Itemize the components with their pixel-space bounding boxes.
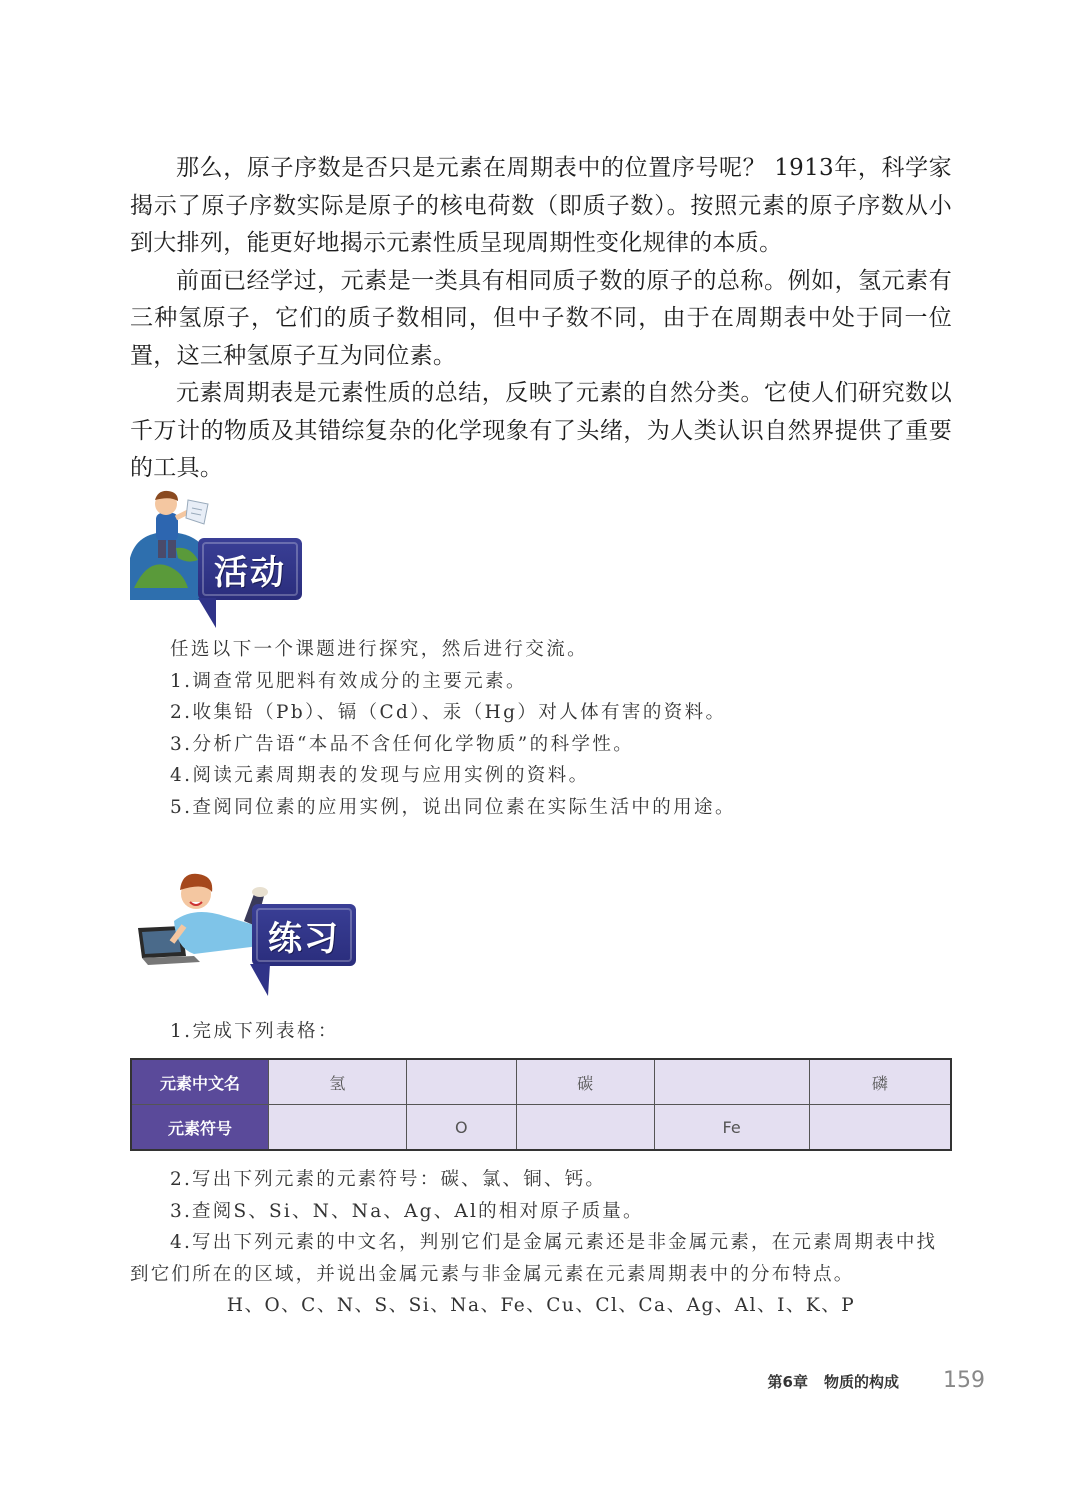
activity-content	[170, 634, 960, 823]
element-table	[130, 1058, 952, 1151]
paragraph: 元素周期表是元素性质的总结，反映了元素的自然分类。它使人们研究数以千万计的物质及其错综复杂的化学现象有了头绪，为人类认识自然界提供了重要的工具。	[130, 380, 952, 481]
table-header-cell: 元素符号	[131, 1105, 269, 1151]
body-text	[130, 150, 952, 488]
activity-title-text: 活动	[214, 552, 286, 593]
table-cell	[516, 1105, 654, 1151]
exercise-badge	[134, 866, 364, 1001]
paragraph: 那么，原子序数是否只是元素在周期表中的位置序号呢？ 1913年，科学家揭示了原子序数实际是原子的核电荷数（即质子数）。按照元素的原子序数从小到大排列，能更好地揭示元素性质呈现周期性变化规律的本质。	[130, 155, 952, 256]
chapter-label: 第6章	[767, 1373, 808, 1391]
element-list: H、O、C、N、S、Si、Na、Fe、Cu、Cl、Ca、Ag、Al、I、K、P	[226, 1295, 856, 1316]
exercise-title	[252, 904, 356, 966]
page-footer	[768, 1368, 985, 1393]
table-cell: 磷	[809, 1059, 951, 1105]
paragraph: 前面已经学过，元素是一类具有相同质子数的原子的总称。例如，氢元素有三种氢原子，它们的质子数相同，但中子数不同，由于在周期表中处于同一位置，这三种氢原子互为同位素。	[130, 267, 952, 369]
table-cell: 氢	[269, 1059, 407, 1105]
speech-tail-icon	[194, 598, 234, 632]
activity-item: 2.收集铅（Pb）、镉（Cd）、汞（Hg）对人体有害的资料。	[170, 702, 727, 723]
table-header-cell: 元素中文名	[131, 1059, 269, 1105]
exercise-q2: 2.写出下列元素的元素符号：碳、氯、铜、钙。	[170, 1169, 607, 1190]
exercise-q1-text: 1.完成下列表格：	[170, 1021, 339, 1042]
table-cell: 碳	[516, 1059, 654, 1105]
activity-item: 4.阅读元素周期表的发现与应用实例的资料。	[170, 765, 590, 786]
table-cell: Fe	[654, 1105, 809, 1151]
activity-intro: 任选以下一个课题进行探究，然后进行交流。	[170, 639, 589, 660]
table-cell	[406, 1059, 516, 1105]
activity-title	[198, 538, 302, 600]
activity-badge	[128, 488, 308, 633]
exercise-q3: 3.查阅S、Si、N、Na、Ag、Al的相对原子质量。	[170, 1200, 644, 1222]
page-number: 159	[943, 1368, 985, 1393]
table-cell	[654, 1059, 809, 1105]
activity-item: 3.分析广告语“本品不含任何化学物质”的科学性。	[170, 733, 635, 755]
table-cell	[809, 1105, 951, 1151]
speech-tail-icon	[246, 964, 286, 998]
exercise-questions	[130, 1164, 952, 1322]
table-cell	[269, 1105, 407, 1151]
activity-item: 5.查阅同位素的应用实例，说出同位素在实际生活中的用途。	[170, 796, 736, 818]
exercise-title-text: 练习	[268, 918, 340, 959]
exercise-q4: 4.写出下列元素的中文名，判别它们是金属元素还是非金属元素，在元素周期表中找到它们所在的区域，并说出金属元素与非金属元素在元素周期表中的分布特点。	[130, 1232, 938, 1285]
exercise-q1	[170, 1016, 960, 1048]
chapter-title: 物质的构成	[823, 1373, 899, 1391]
table-cell: O	[406, 1105, 516, 1151]
activity-item: 1.调查常见肥料有效成分的主要元素。	[170, 670, 527, 692]
table-row	[131, 1059, 951, 1105]
table-row	[131, 1105, 951, 1151]
